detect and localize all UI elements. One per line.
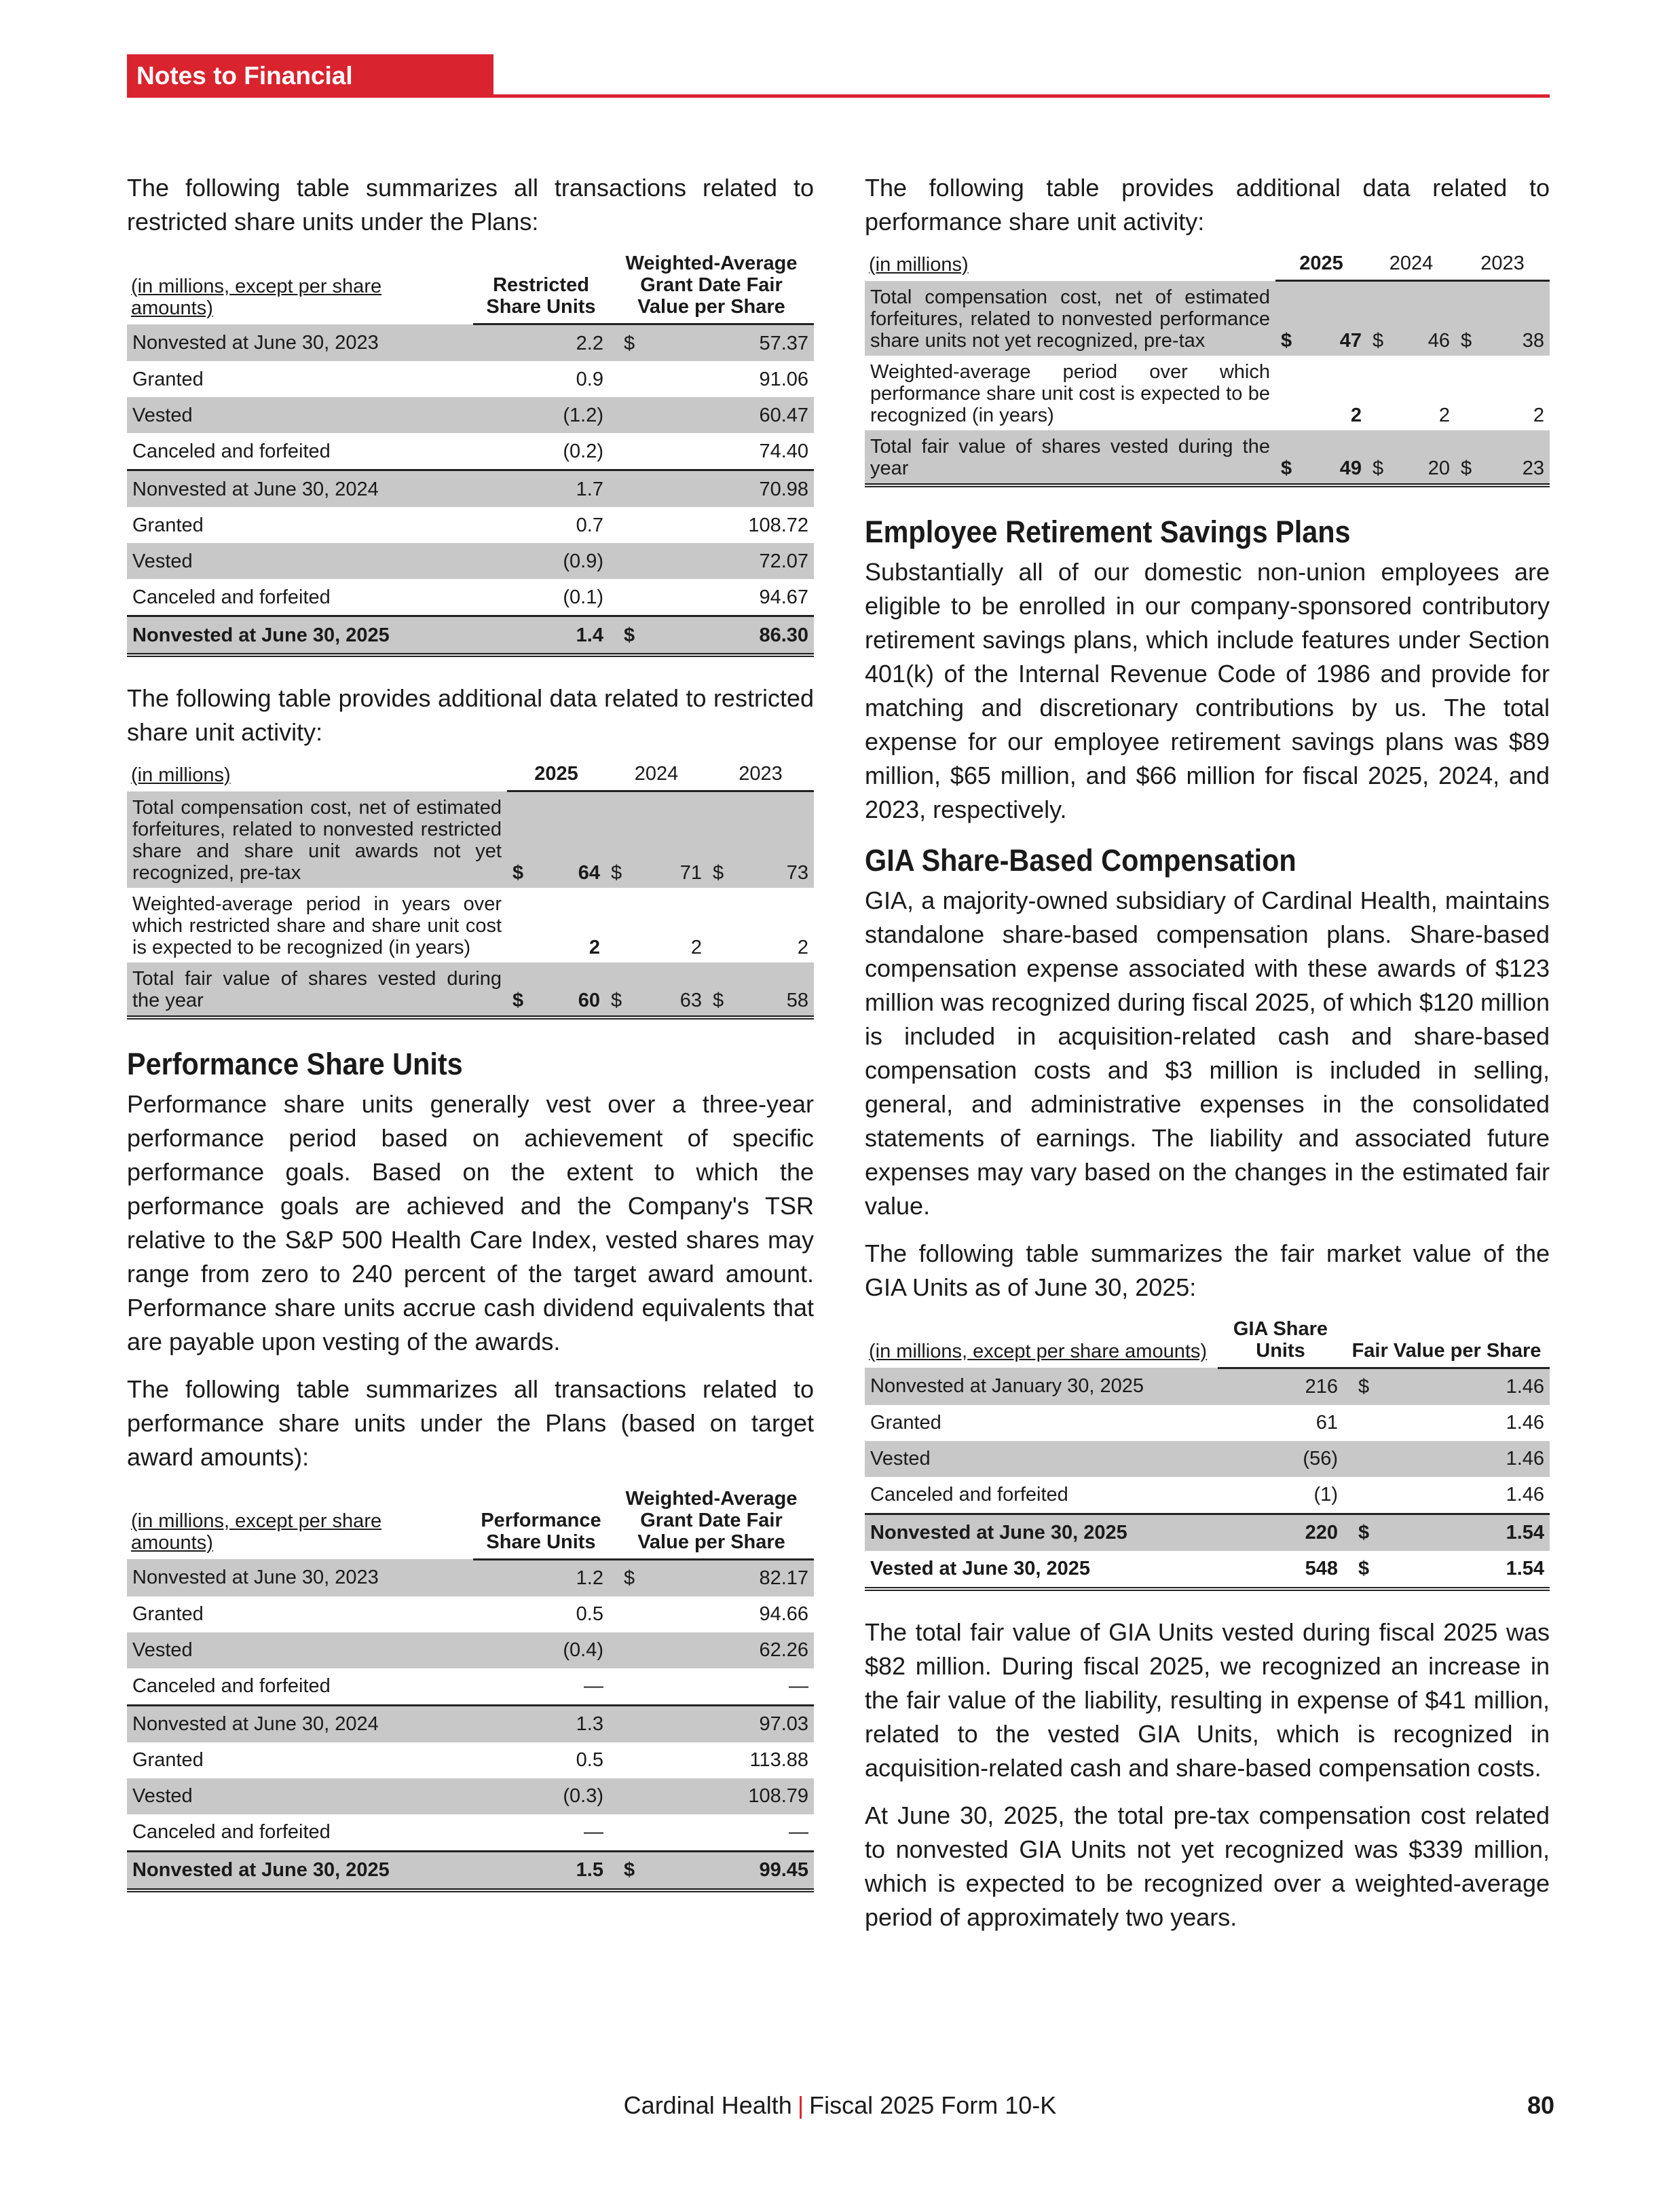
units-cell: (0.4) [473, 1632, 609, 1668]
value-cell: 71 [633, 791, 707, 888]
currency-cell: $ [1275, 281, 1303, 356]
psu-additional-intro: The following table provides additional data related to performance share unit activity: [865, 174, 1550, 236]
row-label: Canceled and forfeited [132, 1821, 331, 1843]
rsu-add-year-2024: 2024 [605, 763, 707, 791]
row-label: Vested [127, 1632, 473, 1668]
footer-form: Fiscal 2025 Form 10-K [809, 2091, 1057, 2119]
gia-units-header: GIA Share Units [1218, 1318, 1343, 1368]
value-cell: 1.46 [1384, 1368, 1550, 1405]
units-cell: 1.2 [473, 1559, 609, 1596]
table-row [127, 791, 814, 888]
table-row [127, 543, 814, 579]
value-cell: 64 [534, 791, 605, 888]
currency-cell: $ [507, 791, 534, 888]
table-row [127, 361, 814, 397]
row-label: Granted [132, 368, 204, 390]
row-label: Canceled and forfeited [132, 1675, 331, 1697]
currency-cell [605, 888, 633, 962]
units-cell: (0.1) [563, 586, 603, 608]
page-number: 80 [1527, 2091, 1554, 2119]
row-label: Nonvested at June 30, 2023 [127, 324, 473, 362]
table-row [865, 430, 1550, 485]
currency-cell [609, 1742, 650, 1778]
value-cell: 60 [534, 962, 605, 1017]
currency-cell [507, 888, 534, 962]
table-row [865, 1405, 1550, 1441]
value-cell: 1.46 [1506, 1484, 1545, 1505]
units-cell: — [584, 1821, 603, 1843]
table-row [127, 888, 814, 962]
currency-cell [1455, 356, 1482, 430]
currency-cell: $ [1343, 1514, 1384, 1551]
footer-company: Cardinal Health [623, 2091, 792, 2119]
units-cell: 220 [1218, 1514, 1343, 1551]
value-cell: 97.03 [650, 1705, 814, 1742]
right-column [865, 171, 1550, 1948]
row-label: Vested [127, 1778, 473, 1814]
value-cell: 62.26 [650, 1632, 814, 1668]
value-cell: 99.45 [650, 1851, 814, 1890]
psu-transactions-table [127, 1488, 814, 1892]
value-cell: 2 [797, 936, 809, 958]
value-cell: — [789, 1821, 809, 1843]
currency-cell: $ [1343, 1368, 1384, 1405]
units-cell: 1.7 [473, 470, 609, 508]
currency-cell [609, 1596, 650, 1632]
value-cell: 20 [1394, 430, 1455, 485]
currency-cell: $ [1343, 1551, 1384, 1589]
currency-cell [609, 1814, 650, 1852]
value-cell: 91.06 [759, 368, 809, 390]
table-row [127, 470, 814, 508]
gia-description: GIA, a majority-owned subsidiary of Cardinal Health, maintains standalone share-based compensation plans. Share-based compensation expense associated with these awards of $123 million was recognized during fiscal 2025, of which $120 million is included in acquisition-related cash and share-based compensation costs and $3 million is included in selling, general, and administrative expenses in the consolidated statements of earnings. The liability and associated future expenses may vary based on the changes in the estimated fair value. [865, 886, 1550, 1220]
rsu-add-label-header: (in millions) [131, 764, 231, 786]
value-cell: 72.07 [650, 543, 814, 579]
currency-cell: $ [1275, 430, 1303, 485]
table-row [127, 1814, 814, 1852]
row-label: Weighted-average period in years over which restricted share and share unit cost is expected to be recognized (in years) [132, 893, 502, 958]
value-cell: 63 [633, 962, 707, 1017]
currency-cell [707, 888, 734, 962]
row-label: Vested [127, 397, 473, 433]
row-label: Total compensation cost, net of estimated forfeitures, related to nonvested restricted share and share unit awards not yet recognized, pre-tax [127, 791, 507, 888]
table-row [865, 1514, 1550, 1551]
table-row [865, 356, 1550, 430]
page-footer [0, 2089, 1680, 2122]
header-rule [127, 54, 1550, 133]
rsu-label-header: (in millions, except per share amounts) [131, 275, 382, 319]
currency-cell [1343, 1441, 1384, 1477]
table-row [127, 1705, 814, 1742]
value-cell: 108.79 [650, 1778, 814, 1814]
row-label: Nonvested at June 30, 2023 [127, 1559, 473, 1596]
units-cell: 61 [1315, 1412, 1338, 1434]
row-label: Vested [127, 543, 473, 579]
row-label: Granted [870, 1412, 941, 1434]
rsu-value-header: Weighted-Average Grant Date Fair Value per Share [609, 252, 814, 324]
currency-cell: $ [605, 962, 633, 1017]
rsu-intro-text: The following table summarizes all transactions related to restricted share units under the Plans: [127, 174, 814, 236]
value-cell: — [789, 1675, 809, 1697]
value-cell: 47 [1303, 281, 1367, 356]
rsu-units-header: Restricted Share Units [473, 252, 609, 324]
table-row [865, 1441, 1550, 1477]
currency-cell: $ [507, 962, 534, 1017]
currency-cell [609, 1778, 650, 1814]
row-label: Nonvested at June 30, 2024 [127, 1705, 473, 1742]
rsu-add-year-2025: 2025 [507, 763, 605, 791]
table-row [127, 324, 814, 362]
gia-heading: GIA Share-Based Compensation [865, 842, 1296, 878]
units-cell: 548 [1218, 1551, 1343, 1589]
currency-cell [609, 579, 650, 616]
psu-add-year-2024: 2024 [1367, 252, 1455, 281]
row-label: Granted [132, 1749, 204, 1771]
value-cell: 113.88 [749, 1749, 809, 1771]
row-label: Vested at June 30, 2025 [865, 1551, 1218, 1589]
row-label: Nonvested at January 30, 2025 [865, 1368, 1218, 1405]
value-cell: 1.46 [1384, 1441, 1550, 1477]
units-cell: 0.5 [576, 1749, 603, 1771]
footer-separator: | [797, 2091, 804, 2119]
value-cell: 94.67 [759, 586, 809, 608]
currency-cell [609, 361, 650, 397]
currency-cell: $ [609, 1851, 650, 1890]
gia-value-header: Fair Value per Share [1343, 1318, 1550, 1368]
value-cell: 1.54 [1384, 1514, 1550, 1551]
currency-cell [609, 470, 650, 508]
gia-unrecognized-text: At June 30, 2025, the total pre-tax compensation cost related to nonvested GIA Units not yet recognized was $339 million, which is expected to be recognized over a weighted-average period of approximately two years. [865, 1801, 1550, 1931]
psu-additional-table [865, 252, 1550, 487]
currency-cell: $ [1367, 430, 1394, 485]
table-row [127, 433, 814, 470]
row-label: Granted [132, 1603, 204, 1625]
row-label: Canceled and forfeited [132, 440, 331, 462]
value-cell: 2 [589, 936, 601, 958]
table-row [127, 1778, 814, 1814]
row-label: Nonvested at June 30, 2025 [865, 1514, 1218, 1551]
units-cell: (1) [1313, 1484, 1338, 1505]
table-row [127, 616, 814, 656]
value-cell: 82.17 [650, 1559, 814, 1596]
value-cell: 1.54 [1384, 1551, 1550, 1589]
currency-cell: $ [707, 962, 734, 1017]
value-cell: 2 [1350, 404, 1362, 426]
table-row [127, 507, 814, 543]
value-cell: 49 [1303, 430, 1367, 485]
value-cell: 58 [734, 962, 814, 1017]
gia-units-table [865, 1318, 1550, 1591]
psu-heading: Performance Share Units [127, 1046, 463, 1081]
currency-cell: $ [609, 1559, 650, 1596]
value-cell: 1.46 [1506, 1412, 1545, 1434]
row-label: Vested [865, 1441, 1218, 1477]
currency-cell: $ [707, 791, 734, 888]
psu-add-year-2025: 2025 [1275, 252, 1367, 281]
gia-vested-text: The total fair value of GIA Units vested during fiscal 2025 was $82 million. During fiscal 2025, we recognized an increase in the fair value of the liability, resulting in expense of $41 million, related to the vested GIA Units, which is recognized in acquisition-related cash and share-based compensation costs. [865, 1617, 1550, 1782]
gia-table-intro: The following table summarizes the fair market value of the GIA Units as of June 30, 2025: [865, 1239, 1550, 1301]
table-row [865, 1368, 1550, 1405]
currency-cell [609, 543, 650, 579]
rsu-additional-intro: The following table provides additional data related to restricted share unit activity: [127, 684, 814, 746]
table-row [127, 579, 814, 616]
table-row [127, 1742, 814, 1778]
value-cell: 46 [1394, 281, 1455, 356]
units-cell: 1.4 [473, 616, 609, 656]
units-cell: (1.2) [473, 397, 609, 433]
units-cell: (0.9) [473, 543, 609, 579]
row-label: Nonvested at June 30, 2025 [127, 1851, 473, 1890]
units-cell: (56) [1218, 1441, 1343, 1477]
psu-units-header: Performance Share Units [473, 1488, 609, 1560]
ers-heading: Employee Retirement Savings Plans [865, 514, 1351, 549]
currency-cell [609, 1668, 650, 1706]
table-row [127, 1632, 814, 1668]
ers-description: Substantially all of our domestic non-union employees are eligible to be enrolled in our company-sponsored contributory retirement savings plans, which include features under Section 401(k) of the Internal Revenue Code of 1986 and provide for matching and discretionary contributions by us. The total expense for our employee retirement savings plans was $89 million, $65 million, and $66 million for fiscal 2025, 2024, and 2023, respectively. [865, 557, 1550, 823]
value-cell: 70.98 [650, 470, 814, 508]
units-cell: 216 [1218, 1368, 1343, 1405]
units-cell: 1.5 [473, 1851, 609, 1890]
row-label: Nonvested at June 30, 2024 [127, 470, 473, 508]
value-cell: 108.72 [748, 514, 809, 536]
units-cell: (0.2) [563, 440, 603, 462]
value-cell: 2 [690, 936, 703, 958]
units-cell: 0.5 [576, 1603, 603, 1625]
table-row [127, 1851, 814, 1890]
row-label: Total fair value of shares vested during the year [127, 962, 507, 1017]
psu-add-year-2023: 2023 [1455, 252, 1550, 281]
table-row [865, 1551, 1550, 1589]
row-label: Nonvested at June 30, 2025 [127, 616, 473, 656]
table-row [127, 1596, 814, 1632]
rsu-transactions-table [127, 252, 814, 657]
value-cell: 94.66 [759, 1603, 809, 1625]
value-cell: 2 [1438, 404, 1451, 426]
units-cell: 1.3 [473, 1705, 609, 1742]
table-row [865, 1477, 1550, 1514]
psu-intro-text: The following table summarizes all transactions related to performance share units under the Plans (based on target award amounts): [127, 1374, 814, 1471]
currency-cell: $ [605, 791, 633, 888]
left-column [127, 171, 814, 1917]
currency-cell: $ [1455, 430, 1482, 485]
value-cell: 60.47 [650, 397, 814, 433]
currency-cell [1343, 1405, 1384, 1441]
value-cell: 23 [1482, 430, 1550, 485]
currency-cell: $ [1367, 281, 1394, 356]
currency-cell [609, 1705, 650, 1742]
row-label: Total compensation cost, net of estimated forfeitures, related to nonvested performance share units not yet recognized, pre-tax [865, 281, 1275, 356]
row-label: Granted [132, 514, 204, 536]
units-cell: — [584, 1675, 603, 1697]
psu-add-label-header: (in millions) [869, 253, 969, 276]
psu-label-header: (in millions, except per share amounts) [131, 1510, 382, 1554]
row-label: Weighted-average period over which performance share unit cost is expected to be recognized (in years) [870, 360, 1270, 426]
units-cell: 2.2 [473, 324, 609, 362]
currency-cell [609, 397, 650, 433]
gia-label-header: (in millions, except per share amounts) [869, 1341, 1208, 1362]
table-row [127, 962, 814, 1017]
value-cell: 73 [734, 791, 814, 888]
value-cell: 38 [1482, 281, 1550, 356]
value-cell: 57.37 [650, 324, 814, 362]
value-cell: 74.40 [759, 440, 809, 462]
table-row [127, 397, 814, 433]
currency-cell [1275, 356, 1303, 430]
value-cell: 2 [1533, 404, 1545, 426]
rsu-add-year-2023: 2023 [707, 763, 814, 791]
units-cell: 0.9 [576, 368, 603, 390]
psu-description: Performance share units generally vest over a three-year performance period based on achievement of specific performance goals. Based on the extent to which the performance goals are achieved and the Company's TSR relative to the S&P 500 Health Care Index, vested shares may range from zero to 240 percent of the target award amount. Performance share units accrue cash dividend equivalents that are payable upon vesting of the awards. [127, 1089, 814, 1355]
psu-value-header: Weighted-Average Grant Date Fair Value per Share [609, 1488, 814, 1560]
units-cell: (0.3) [473, 1778, 609, 1814]
row-label: Total fair value of shares vested during the year [865, 430, 1275, 485]
table-row [127, 1668, 814, 1706]
currency-cell: $ [609, 324, 650, 362]
units-cell: 0.7 [576, 514, 603, 536]
currency-cell [609, 1632, 650, 1668]
currency-cell: $ [609, 616, 650, 656]
row-label: Canceled and forfeited [870, 1484, 1068, 1505]
section-title: Notes to Financial Statements [127, 54, 493, 98]
table-row [127, 1559, 814, 1596]
value-cell: 86.30 [650, 616, 814, 656]
currency-cell [609, 433, 650, 470]
currency-cell [1367, 356, 1394, 430]
table-row [865, 281, 1550, 356]
row-label: Canceled and forfeited [132, 586, 331, 608]
currency-cell [609, 507, 650, 543]
currency-cell: $ [1455, 281, 1482, 356]
rsu-additional-table [127, 763, 814, 1019]
currency-cell [1343, 1477, 1384, 1514]
